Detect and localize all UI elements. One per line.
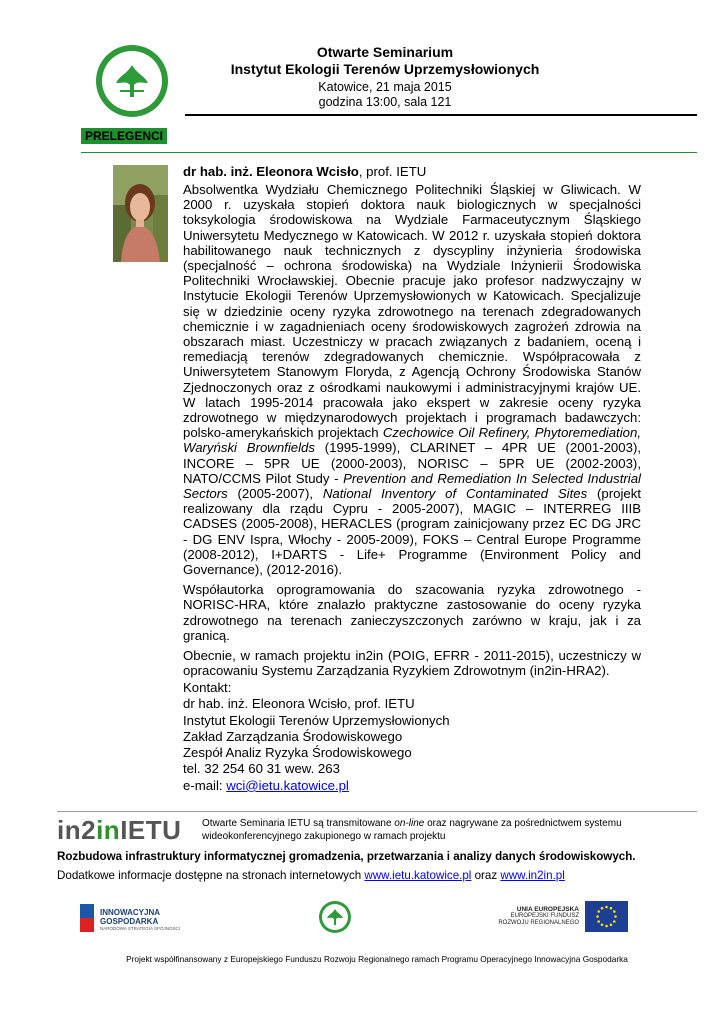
speaker-bio — [183, 182, 641, 684]
section-badge: PRELEGENCI — [81, 128, 167, 144]
contact-name: dr hab. inż. Eleonora Wcisło, prof. IETU — [183, 696, 415, 712]
section-divider — [81, 152, 697, 153]
ietu-small-logo — [319, 901, 351, 933]
contact-phone: tel. 32 254 60 31 wew. 263 — [183, 761, 340, 777]
cofinancing-note: Projekt współfinansowany z Europejskiego Funduszu Rozwoju Regionalnego ramach Programu Operacyjnego Innowacyjna Gospodarka — [126, 954, 628, 964]
contact-team: Zespół Analiz Ryzyka Środowiskowego — [183, 745, 412, 761]
contact-institute: Instytut Ekologii Terenów Uprzemysłowionych — [183, 712, 450, 728]
logo-leaf-icon — [96, 45, 168, 117]
speaker-photo — [113, 165, 168, 262]
eu-flag-icon — [585, 901, 628, 932]
ietu-website-link[interactable]: www.ietu.katowice.pl — [364, 869, 472, 882]
eu-text: UNIA EUROPEJSKA EUROPEJSKI FUNDUSZ ROZWOJU REGIONALNEGO — [498, 906, 579, 926]
contact-department: Zakład Zarządzania Środowiskowego — [183, 728, 403, 744]
header-divider — [185, 114, 697, 116]
bio-paragraph-2: Współautorka oprogramowania do szacowania ryzyka zdrowotnego - NORISC-HRA, które znalazło praktyczne zastosowanie do oceny ryzyka zdrowotnego na terenach zanieczyszczonych zarówno w kraju, jak i za granicą. — [183, 582, 641, 643]
seminar-title: Otwarte Seminarium Instytut Ekologii Terenów Uprzemysłowionych — [230, 44, 540, 77]
seminar-time: godzina 13:00, sala 121 — [318, 95, 452, 109]
footer-divider — [57, 811, 697, 812]
in2in-logo: in2inIETU — [57, 815, 182, 845]
speaker-name-bold: dr hab. inż. Eleonora Wcisło — [183, 164, 359, 179]
bio-paragraph-1: Absolwentka Wydziału Chemicznego Politechniki Śląskiej w Gliwicach. W 2000 r. uzyskała stopień doktora nauk biologicznych w specjalności toksykologia środowiskowa na Wydziale Farmaceutycznym Śląskiego Uniwersytetu Medycznego w Katowicach. W 2012 r. uzyskała stopień doktora habilitowanego nauk technicznych z dyscypliny inżynieria środowiska (specjalność – ochrona środowiska) na Wydziale Inżynierii Środowiska Politechniki Wrocławskiej. Obecnie pracuje jako profesor nadzwyczajny w Instytucie Ekologii Terenów Uprzemysłowionych w Katowicach. Specjalizuje się w dziedzinie oceny ryzyka zdrowotnego na terenach zdegradowanych chemicznie i w zagadnieniach oceny środowiskowych zagrożeń zdrowia na obszarach miast. Uczestniczy w pracach związanych z badaniem, oceną i remediacją terenów zdegradowanych chemicznie. Współpracowała z Uniwersytetem Stanowym Floryda, z Agencją Ochrony Środowiska Stanów Zjednoczonych oraz z ośrodkami naukowymi i administracyjnymi krajów UE. W latach 1995-2014 pracowała jako ekspert w zakresie oceny ryzyka zdrowotnego w międzynarodowych projektach i programach badawczych: polsko-amerykańskich projektach Czechowice Oil Refinery, Phytoremediation, Waryński Brownfields (1995-1999), CLARINET – 4PR UE (2001-2003), INCORE – 5PR UE (2000-2003), NORISC – 5PR UE (2002-2003), NATO/CCMS Pilot Study - Prevention and Remediation In Selected Industrial Sectors (2005-2007), National Inventory of Contaminated Sites (projekt realizowany dla rządu Cypru - 2005-2007), MAGIC – INTERREG IIIB CADSES (2005-2008), HERACLES (program zainicjowany przez EC DG JRC - DG ENV Ispra, Włochy - 2005-2009), FOKS – Central Europe Programme (2008-2012), I+DARTS - Life+ Programme (Environment Policy and Governance), (2012-2016). — [183, 182, 641, 578]
seminar-details — [175, 80, 595, 110]
transmission-note: Otwarte Seminaria IETU są transmitowane on-line oraz nagrywane za pośrednictwem systemu wideokonferencyjnego zakupionego w ramach projektu — [202, 818, 622, 842]
small-leaf-icon — [319, 901, 351, 933]
contact-block — [183, 680, 641, 794]
ig-mark-icon — [80, 904, 94, 932]
contact-label: Kontakt: — [183, 680, 232, 695]
contact-email-line: e-mail: wci@ietu.katowice.pl — [183, 777, 349, 793]
in2in-website-link[interactable]: www.in2in.pl — [500, 869, 565, 882]
email-link[interactable]: wci@ietu.katowice.pl — [226, 777, 349, 793]
bio-paragraph-3: Obecnie, w ramach projektu in2in (POIG, EFRR - 2011-2015), uczestniczy w opracowaniu Systemu Zarządzania Ryzykiem Zdrowotnym (in2in-HRA2). — [183, 648, 641, 679]
more-info-line: Dodatkowe informacje dostępne na stronach internetowych www.ietu.katowice.pl oraz www.in2in.pl — [57, 869, 565, 882]
seminar-date: Katowice, 21 maja 2015 — [318, 80, 452, 94]
innowacyjna-gospodarka-logo: INNOWACYJNA GOSPODARKA NARODOWA STRATEGIA SPÓJNOŚCI — [80, 904, 195, 934]
speaker-name — [183, 163, 641, 180]
speaker-title-suffix: , prof. IETU — [358, 164, 427, 179]
project-title: Rozbudowa infrastruktury informatycznej gromadzenia, przetwarzania i analizy danych środowiskowych. — [57, 850, 636, 863]
ietu-logo — [96, 45, 168, 117]
